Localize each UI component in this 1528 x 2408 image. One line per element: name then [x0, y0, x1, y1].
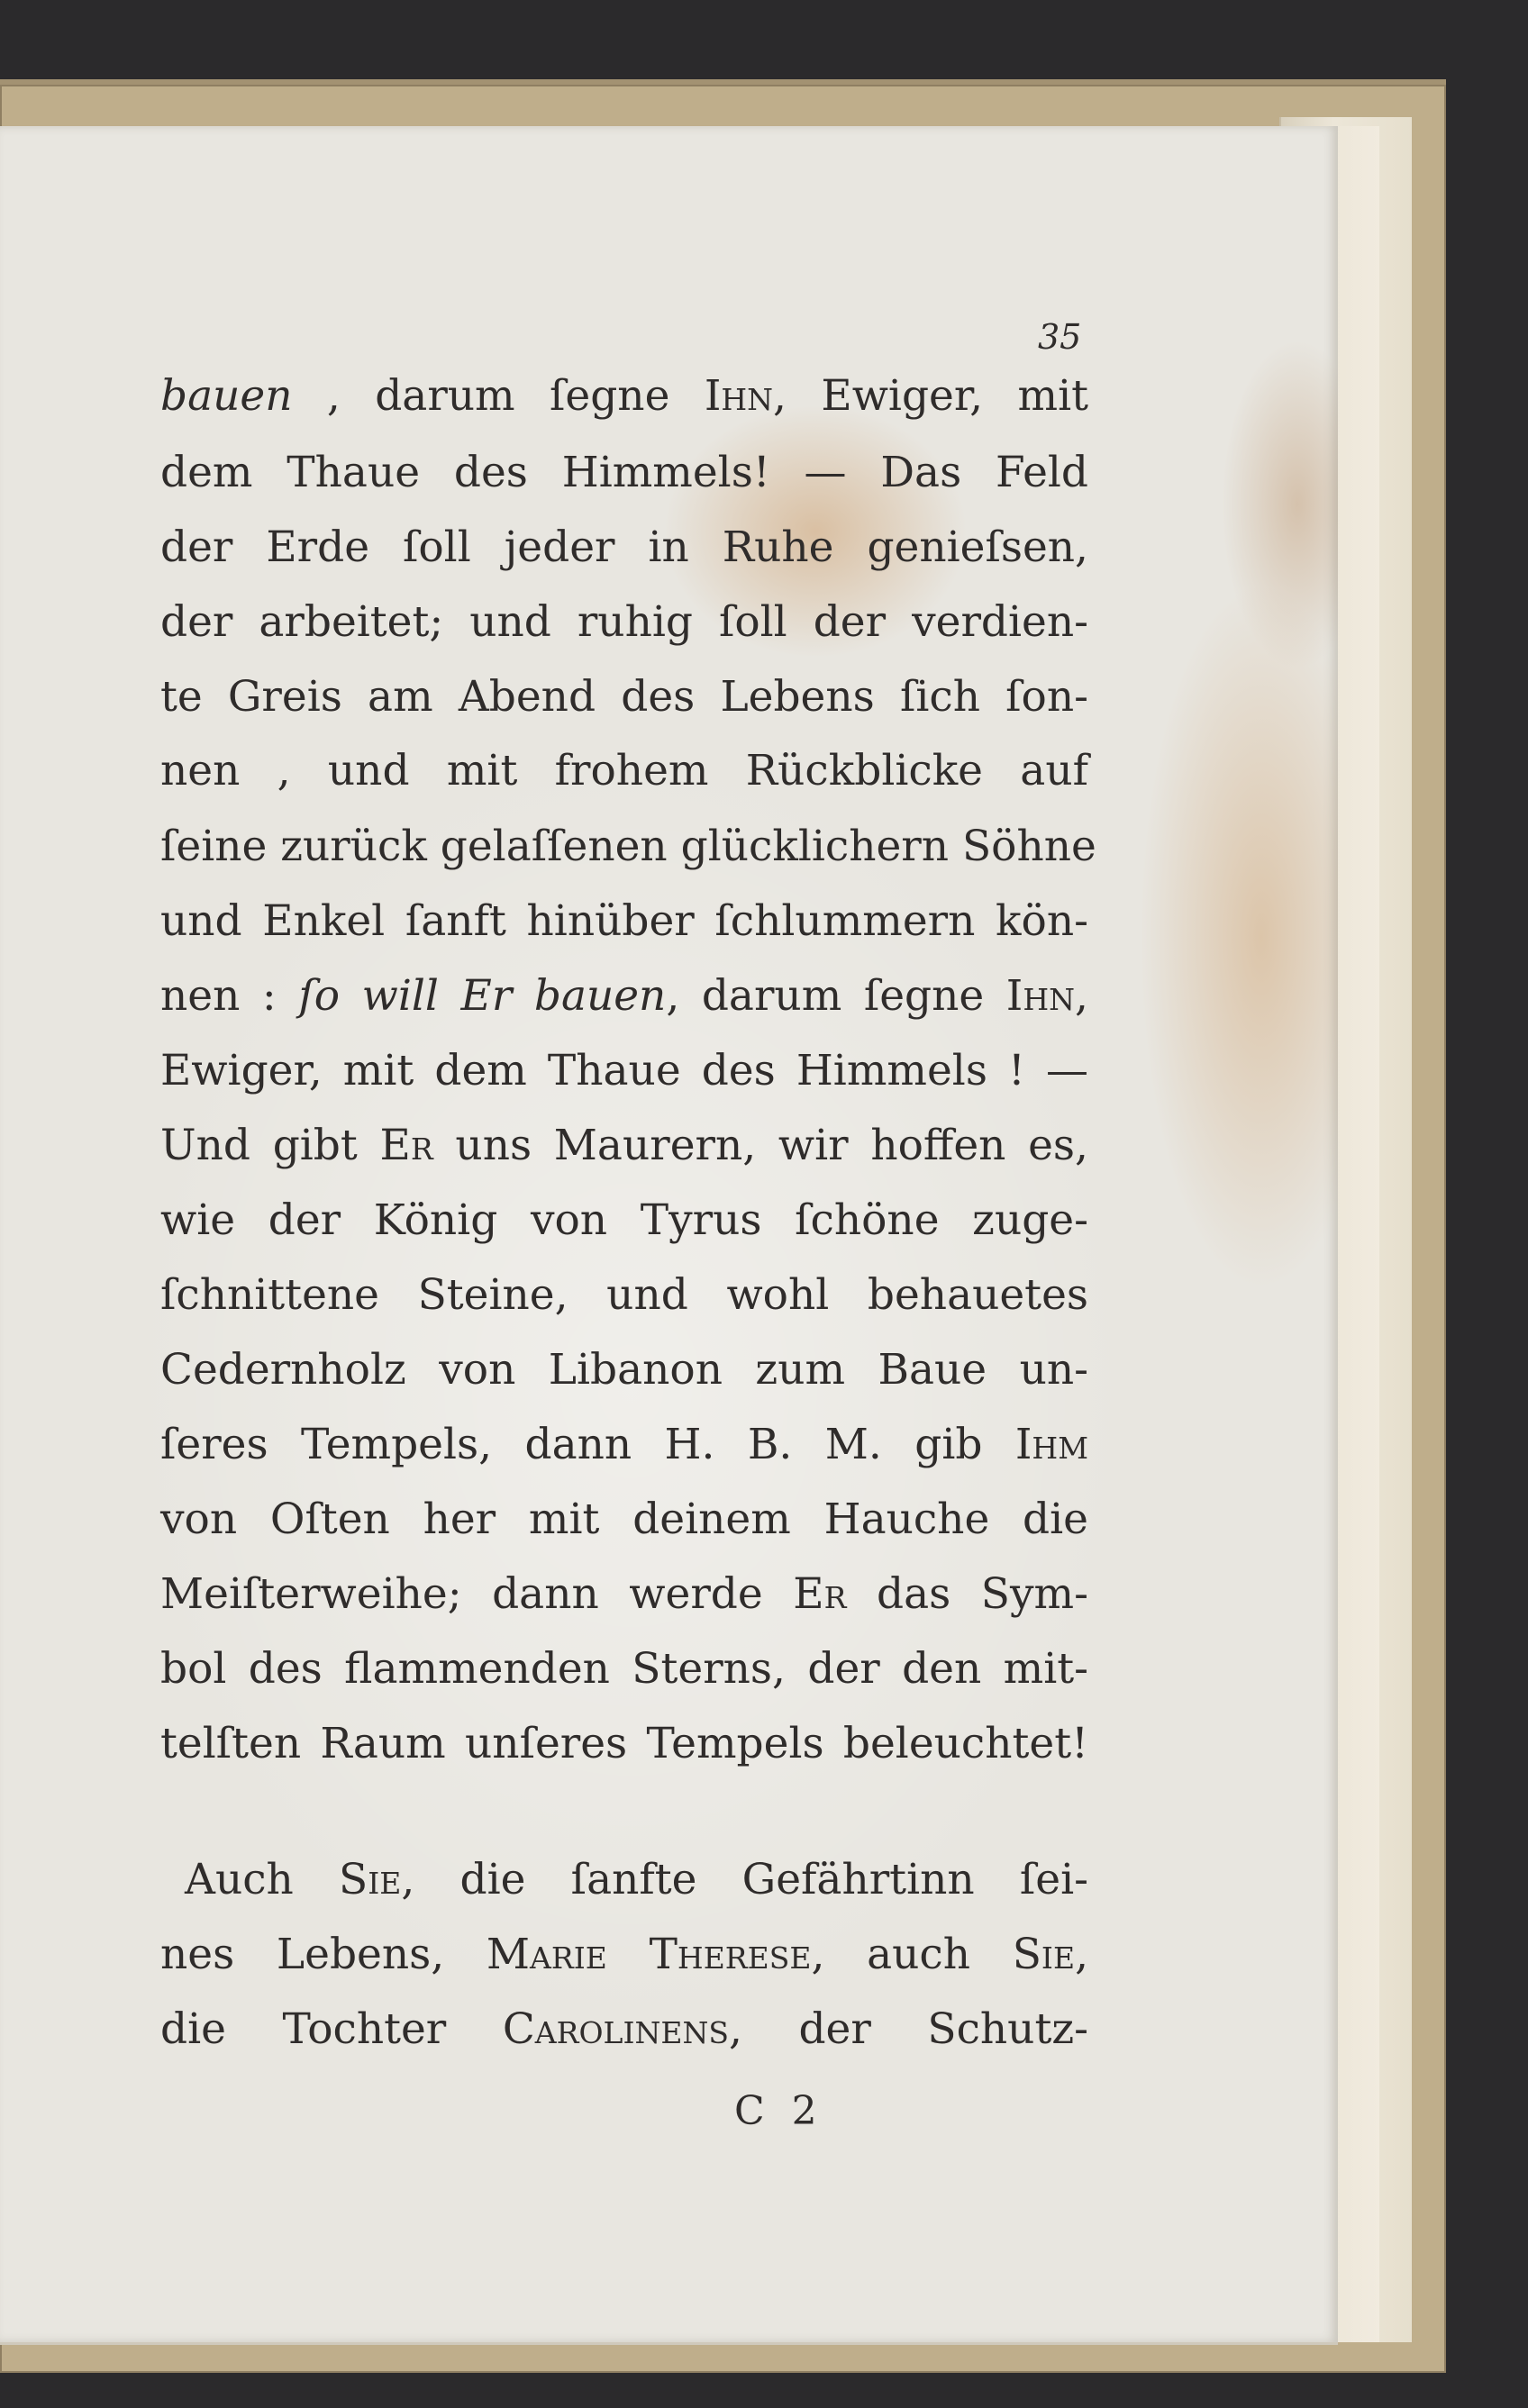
text-line-6: nen , und mit frohem Rückblicke auf	[160, 746, 1088, 795]
text-line-10: Ewiger, mit dem Thaue des Himmels ! —	[160, 1046, 1088, 1095]
text-line-20: Auch Sie, die ſanfte Gefährtinn ſei-	[185, 1855, 1088, 1904]
text-line-21: nes Lebens, Marie Therese, auch Sie,	[160, 1930, 1089, 1979]
text-line-12: wie der König von Tyrus ſchöne zuge-	[160, 1195, 1088, 1245]
text-line-14: Cedernholz von Libanon zum Baue un-	[160, 1345, 1088, 1395]
text-line-15: ſeres Tempels, dann H. B. M. gib Ihm	[160, 1420, 1088, 1469]
text-line-4: der arbeitet; und ruhig ſoll der verdien-	[160, 597, 1088, 647]
text-line-19: telſten Raum unſeres Tempels beleuchtet!	[160, 1719, 1088, 1768]
text-line-5: te Greis am Abend des Lebens ſich ſon-	[160, 672, 1088, 722]
text-line-9: nen : ſo will Er bauen, darum ſegne Ihn,	[160, 971, 1088, 1021]
text-line-1: bauen , darum ſegne Ihn, Ewiger, mit	[160, 371, 1088, 421]
text-line-3: der Erde ſoll jeder in Ruhe genieſsen,	[160, 522, 1088, 572]
text-line-16: von Oſten her mit deinem Hauche die	[160, 1495, 1088, 1544]
text-line-17: Meiſterweihe; dann werde Er das Sym-	[160, 1569, 1088, 1619]
text-line-8: und Enkel ſanft hinüber ſchlummern kön-	[160, 896, 1088, 946]
text-line-7: ſeine zurück gelaſſenen glücklichern Söhne	[160, 822, 1096, 871]
page-number: 35	[1038, 317, 1082, 357]
text-line-18: bol des flammenden Sterns, der den mit-	[160, 1644, 1088, 1694]
text-line-13: ſchnittene Steine, und wohl behauetes	[160, 1270, 1088, 1320]
signature-mark: C 2	[734, 2088, 824, 2134]
text-line-22: die Tochter Carolinens, der Schutz-	[160, 2004, 1088, 2054]
text-line-2: dem Thaue des Himmels! — Das Feld	[160, 448, 1088, 497]
text-line-11: Und gibt Er uns Maurern, wir hoffen es,	[160, 1121, 1088, 1170]
